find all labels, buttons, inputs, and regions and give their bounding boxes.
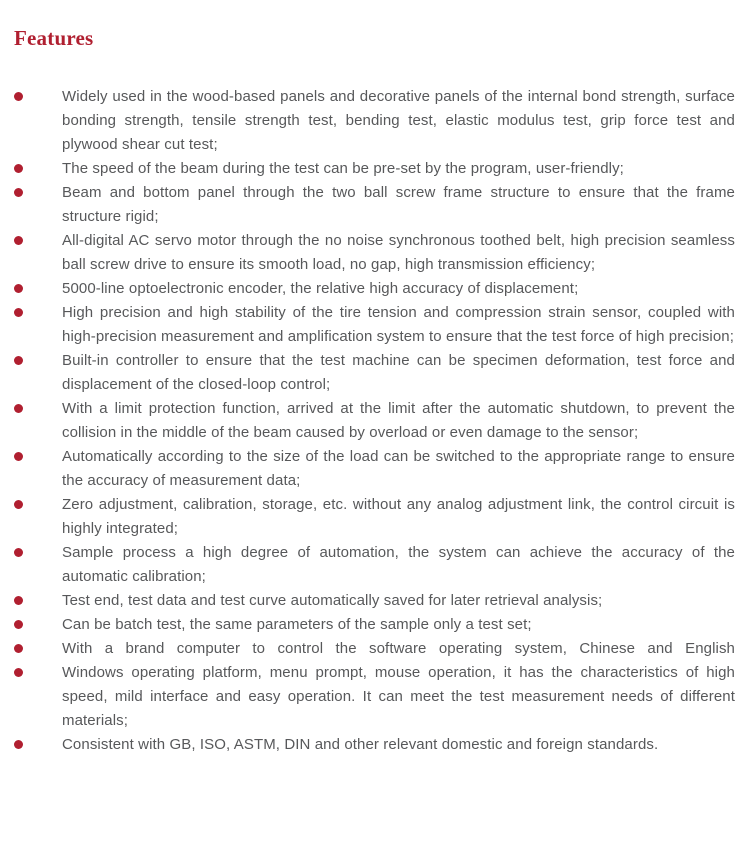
feature-item	[0, 85, 750, 157]
feature-text: With a brand computer to control the software operating system, Chinese and English	[62, 640, 735, 657]
bullet-icon	[14, 620, 23, 629]
bullet-icon	[14, 284, 23, 293]
feature-text: High precision and high stability of the tire tension and compression strain sensor, coupled with high-precision measurement and amplification system to ensure that the test force of high precision;	[62, 304, 735, 345]
feature-item	[0, 277, 750, 301]
feature-text: Test end, test data and test curve automatically saved for later retrieval analysis;	[62, 592, 603, 609]
features-list	[0, 85, 750, 757]
feature-text: With a limit protection function, arrived at the limit after the automatic shutdown, to prevent the collision in the middle of the beam caused by overload or even damage to the sensor;	[62, 400, 735, 441]
feature-item	[0, 589, 750, 613]
feature-item	[0, 181, 750, 229]
bullet-icon	[14, 596, 23, 605]
feature-item	[0, 157, 750, 181]
feature-item	[0, 637, 750, 661]
feature-item	[0, 397, 750, 445]
page-title: Features	[14, 26, 94, 50]
feature-item	[0, 229, 750, 277]
feature-item	[0, 493, 750, 541]
feature-item	[0, 613, 750, 637]
feature-text: Can be batch test, the same parameters of the sample only a test set;	[62, 616, 532, 633]
bullet-icon	[14, 404, 23, 413]
feature-item	[0, 661, 750, 733]
bullet-icon	[14, 164, 23, 173]
bullet-icon	[14, 236, 23, 245]
feature-text: Consistent with GB, ISO, ASTM, DIN and other relevant domestic and foreign standards.	[62, 736, 659, 753]
feature-text: Beam and bottom panel through the two ball screw frame structure to ensure that the frame structure rigid;	[62, 184, 735, 225]
feature-item	[0, 349, 750, 397]
feature-text: Zero adjustment, calibration, storage, etc. without any analog adjustment link, the control circuit is highly integrated;	[62, 496, 735, 537]
feature-text: All-digital AC servo motor through the no noise synchronous toothed belt, high precision seamless ball screw drive to ensure its smooth load, no gap, high transmission efficiency;	[62, 232, 735, 273]
feature-text: The speed of the beam during the test can be pre-set by the program, user-friendly;	[62, 160, 624, 177]
document-page	[0, 27, 750, 841]
bullet-icon	[14, 548, 23, 557]
bullet-icon	[14, 452, 23, 461]
feature-text: Widely used in the wood-based panels and decorative panels of the internal bond strength, surface bonding strength, tensile strength test, bending test, elastic modulus test, grip force test and plywood shear cut test;	[62, 88, 735, 153]
feature-item	[0, 301, 750, 349]
bullet-icon	[14, 308, 23, 317]
feature-item	[0, 445, 750, 493]
feature-text: Sample process a high degree of automation, the system can achieve the accuracy of the automatic calibration;	[62, 544, 735, 585]
feature-item	[0, 733, 750, 757]
feature-text: 5000-line optoelectronic encoder, the relative high accuracy of displacement;	[62, 280, 579, 297]
bullet-icon	[14, 92, 23, 101]
bullet-icon	[14, 740, 23, 749]
feature-text: Windows operating platform, menu prompt, mouse operation, it has the characteristics of high speed, mild interface and easy operation. It can meet the test measurement needs of different materials;	[62, 664, 735, 729]
bullet-icon	[14, 188, 23, 197]
feature-text: Built-in controller to ensure that the test machine can be specimen deformation, test force and displacement of the closed-loop control;	[62, 352, 735, 393]
feature-text: Automatically according to the size of the load can be switched to the appropriate range to ensure the accuracy of measurement data;	[62, 448, 735, 489]
bullet-icon	[14, 644, 23, 653]
bullet-icon	[14, 500, 23, 509]
feature-item	[0, 541, 750, 589]
bullet-icon	[14, 668, 23, 677]
bullet-icon	[14, 356, 23, 365]
